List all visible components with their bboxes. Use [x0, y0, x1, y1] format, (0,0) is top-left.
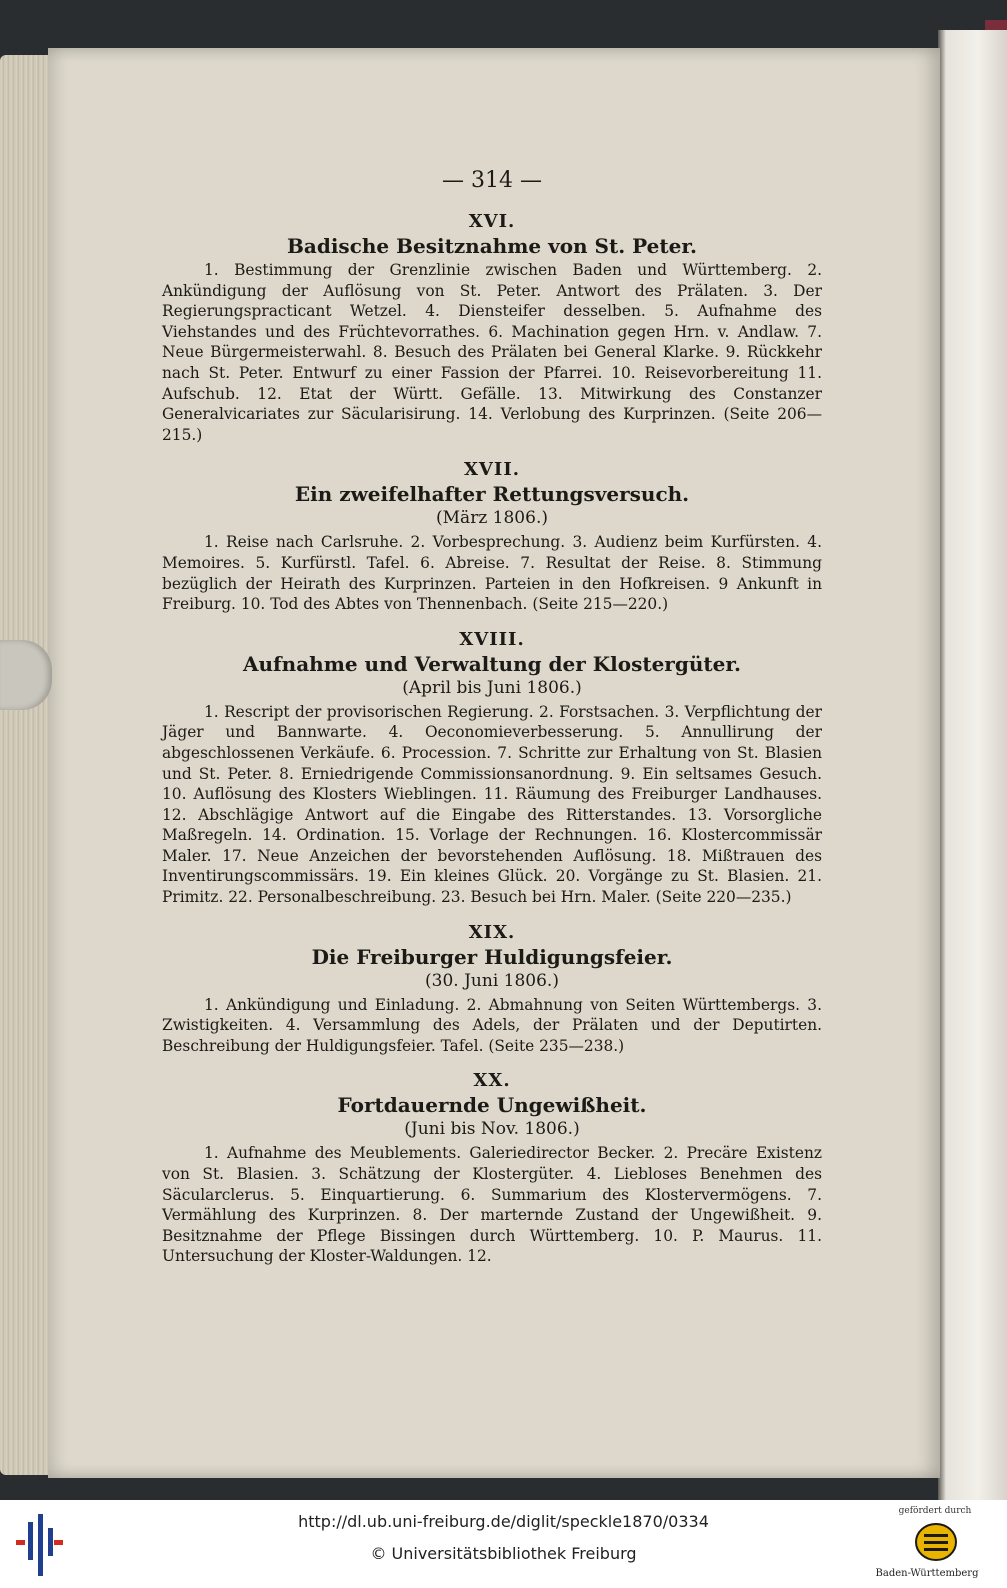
section-body: 1. Rescript der provisorischen Regierung. 2. Forstsachen. 3. Verpflichtung der Jäger und Bannwarte. 4. Oeconomieverbesserung. 5. Annullirung der abgeschlossenen Verkäufe. 6. Procession. 7. Schritte zur Erhaltung von St. Blasien und St. Peter. 8. Erniedrigende Commissionsanordnung. 9. Ein seltsames Gesuch. 10. Auflösung des Klosters Wieblingen. 11. Räumung des Freiburger Landhauses. 12. Abschlägige Antwort auf die Eingabe des Ritterstandes. 13. Vorsorgliche Maßregeln. 14. Ordination. 15. Vorlage der Rechnungen. 16. Klostercommissär Maler. 17. Neue Anzeichen der bevorstehenden Auflösung. 18. Mißtrauen des Inventirungscommissärs. 19. Ein kleines Glück. 20. Vorgänge zu St. Blasien. 21. Primitz. 22. Personalbeschreibung. 23. Besuch bei Hrn. Maler. (Seite 220—235.) — [162, 702, 822, 907]
section-xx — [162, 1070, 822, 1267]
section-number: XVI. — [468, 211, 516, 232]
viewer-footer — [0, 1500, 1007, 1588]
section-title: Die Freiburger Huldigungsfeier. — [311, 944, 673, 969]
section-body: 1. Aufnahme des Meublements. Galeriedirector Becker. 2. Precäre Existenz von St. Blasien. 3. Schätzung der Klostergüter. 4. Liebloses Benehmen des Säcularclerus. 5. Einquartierung. 6. Summarium des Klostervermögens. 7. Vermählung des Kurprinzen. 8. Der marternde Zustand der Ungewißheit. 9. Besitznahme der Pflege Bissingen durch Württemberg. 10. P. Maurus. 11. Untersuchung der Kloster-Waldungen. 12. — [162, 1144, 822, 1266]
section-title: Badische Besitznahme von St. Peter. — [286, 234, 697, 258]
funder-name: Baden-Württemberg — [875, 1568, 979, 1579]
section-number: XX. — [473, 1070, 511, 1092]
page-number: — 314 — — [442, 168, 542, 193]
funding-label: gefördert durch — [898, 1506, 972, 1516]
section-title: Fortdauernde Ungewißheit. — [337, 1093, 647, 1118]
section-body: 1. Reise nach Carlsruhe. 2. Vorbesprechung. 3. Audienz beim Kurfürsten. 4. Memoires. 5. Kurfürstl. Tafel. 6. Abreise. 7. Resultat der Reise. 8. Stimmung bezüglich der Heirath des Kurprinzen. Parteien in den Hofkreisen. 9 Ankunft in Freiburg. 10. Tod des Abtes von Thennenbach. (Seite 215—220.) — [162, 533, 822, 614]
section-number: XVII. — [463, 459, 521, 481]
section-body: 1. Bestimmung der Grenzlinie zwischen Baden und Württemberg. 2. Ankündigung der Auflösung von St. Peter. Antwort des Prälaten. 3. Der Regierungspracticant Wetzel. 4. Diensteifer desselben. 5. Aufnahme des Viehstandes und des Früchtevorrathes. 6. Machination gegen Hrn. v. Andlaw. 7. Neue Bürgermeisterwahl. 8. Besuch des Prälaten bei General Klarke. 9. Rückkehr nach St. Peter. Entwurf zu einer Fassion der Pfarrei. 10. Reisevorbereitung 11. Aufschub. 12. Etat der Württ. Gefälle. 13. Mitwirkung des Constanzer Generalvicariates zur Säcularisirung. 14. Verlobung des Kurprinzen. (Seite 206—215.) — [162, 261, 822, 444]
section-body: 1. Ankündigung und Einladung. 2. Abmahnung von Seiten Württembergs. 3. Zwistigkeiten. 4. Versammlung des Adels, der Prälaten und der Deputirten. Beschreibung der Huldigungsfeier. Tafel. (Seite 235—238.) — [162, 995, 822, 1055]
section-date: (30. Juni 1806.) — [425, 970, 559, 991]
bookmark-clip — [0, 640, 52, 710]
page-stack-edge — [0, 55, 48, 1475]
page-text — [162, 168, 822, 1281]
book-cover-board — [938, 30, 1007, 1500]
section-xix — [162, 922, 822, 1057]
section-date: (Juni bis Nov. 1806.) — [404, 1119, 580, 1140]
section-number: XVIII. — [459, 628, 525, 650]
section-xvii — [162, 459, 822, 614]
section-xvi — [162, 211, 822, 445]
section-title: Ein zweifelhafter Rettungsversuch. — [294, 482, 690, 507]
copyright-notice: © Universitätsbibliothek Freiburg — [370, 1544, 637, 1563]
section-xviii — [162, 629, 822, 908]
permalink-url[interactable]: http://dl.ub.uni-freiburg.de/diglit/speckle1870/0334 — [298, 1512, 709, 1531]
section-date: (April bis Juni 1806.) — [402, 677, 582, 698]
section-date: (März 1806.) — [436, 508, 548, 529]
baden-wuerttemberg-coat-of-arms-icon — [914, 1520, 958, 1564]
section-title: Aufnahme und Verwaltung der Klostergüter. — [242, 651, 741, 676]
section-number: XIX. — [468, 921, 516, 943]
